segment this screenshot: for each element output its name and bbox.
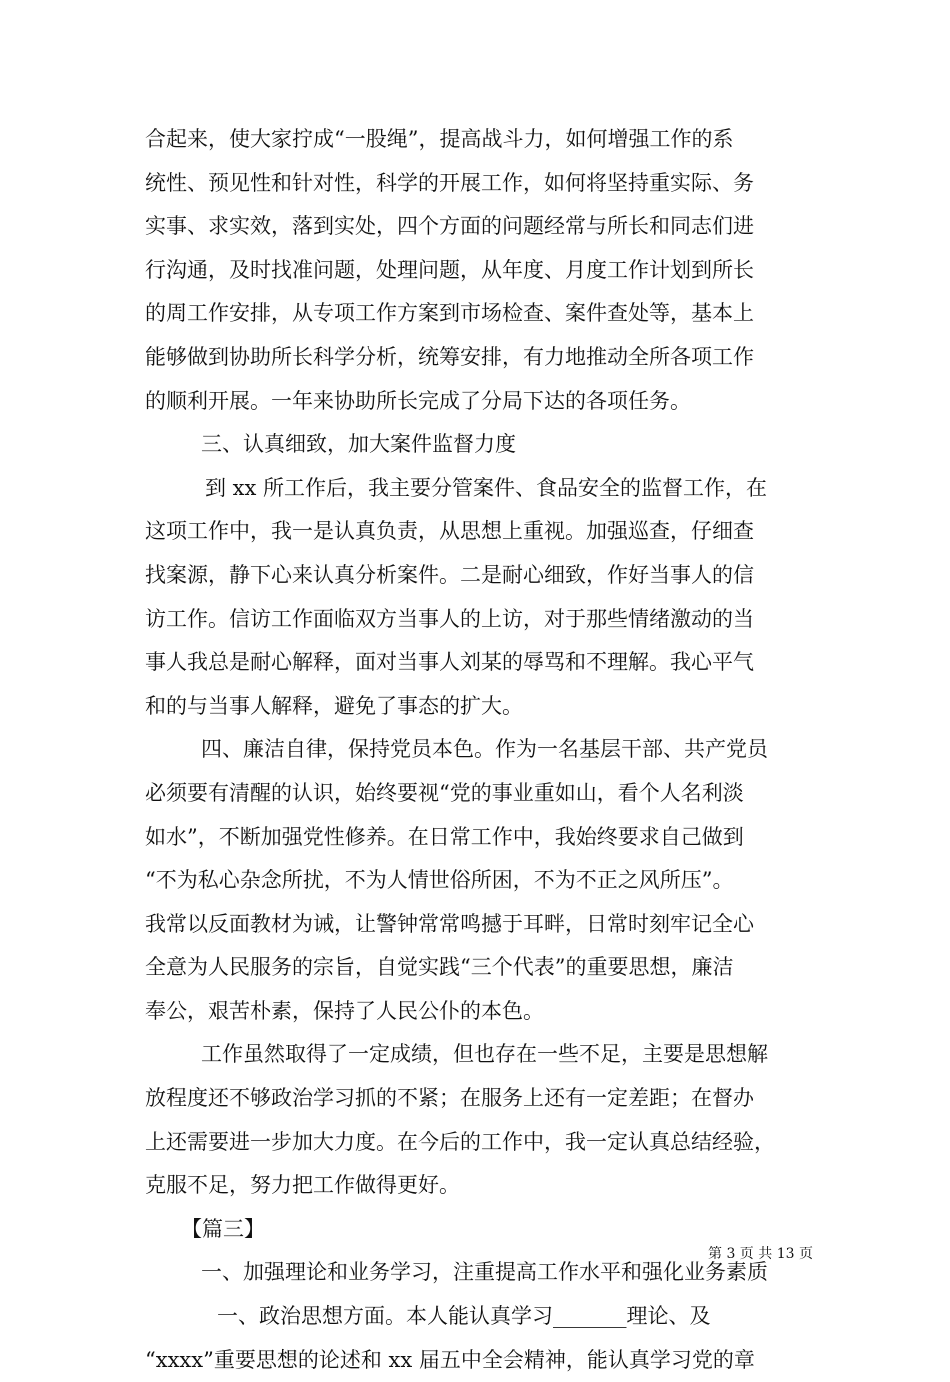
text-line: 合起来，使大家拧成“一股绳”，提高战斗力，如何增强工作的系 xyxy=(145,127,734,151)
text-line: 上还需要进一步加大力度。在今后的工作中，我一定认真总结经验， xyxy=(145,1129,775,1154)
text-line: “xxxx”重要思想的论述和 xx 届五中全会精神，能认真学习党的章 xyxy=(145,1347,755,1372)
text-line: 克服不足，努力把工作做得更好。 xyxy=(145,1173,460,1198)
section-heading: 三、认真细致，加大案件监督力度 xyxy=(201,432,516,457)
page-number: 第 3 页 共 13 页 xyxy=(708,1246,813,1262)
text-line: 放程度还不够政治学习抓的不紧；在服务上还有一定差距；在督办 xyxy=(145,1086,754,1111)
text-line: 工作虽然取得了一定成绩，但也存在一些不足，主要是思想解 xyxy=(201,1042,768,1067)
text-line: 实事、求实效，落到实处，四个方面的问题经常与所长和同志们进 xyxy=(145,214,754,239)
text-line: 全意为人民服务的宗旨，自觉实践“三个代表”的重要思想，廉洁 xyxy=(145,955,734,980)
text-line: 的周工作安排，从专项工作方案到市场检查、案件查处等，基本上 xyxy=(145,301,754,326)
section-heading: 一、加强理论和业务学习，注重提高工作水平和强化业务素质 xyxy=(201,1260,768,1285)
text-line: 一、政治思想方面。本人能认真学习_______理论、及 xyxy=(217,1304,711,1329)
text-line: 奉公，艰苦朴素，保持了人民公仆的本色。 xyxy=(145,998,544,1023)
text-line: 我常以反面教材为诫，让警钟常常鸣撼于耳畔，日常时刻牢记全心 xyxy=(145,911,754,936)
text-line: 四、廉洁自律，保持党员本色。作为一名基层干部、共产党员 xyxy=(201,737,768,762)
chapter-heading: 【篇三】 xyxy=(181,1216,265,1241)
text-line: 和的与当事人解释，避免了事态的扩大。 xyxy=(145,693,523,718)
text-line: 必须要有清醒的认识，始终要视“党的事业重如山，看个人名利淡 xyxy=(145,780,744,805)
text-line: 到 xx 所工作后，我主要分管案件、食品安全的监督工作，在 xyxy=(205,475,768,500)
text-line: 这项工作中，我一是认真负责，从思想上重视。加强巡查，仔细查 xyxy=(145,519,754,544)
text-line: 能够做到协助所长科学分析，统筹安排，有力地推动全所各项工作 xyxy=(145,344,754,369)
text-line: 找案源，静下心来认真分析案件。二是耐心细致，作好当事人的信 xyxy=(145,562,754,587)
document-body xyxy=(145,118,815,1382)
text-line: 的顺利开展。一年来协助所长完成了分局下达的各项任务。 xyxy=(145,388,691,413)
text-line: 行沟通，及时找准问题，处理问题，从年度、月度工作计划到所长 xyxy=(145,257,754,282)
text-line: “不为私心杂念所扰，不为人情世俗所困，不为不正之风所压”。 xyxy=(145,868,734,893)
text-line: 统性、预见性和针对性，科学的开展工作，如何将坚持重实际、务 xyxy=(145,170,754,195)
text-line: 事人我总是耐心解释，面对当事人刘某的辱骂和不理解。我心平气 xyxy=(145,650,754,675)
text-line: 如水”，不断加强党性修养。在日常工作中，我始终要求自己做到 xyxy=(145,824,744,849)
text-line: 访工作。信访工作面临双方当事人的上访，对于那些情绪激动的当 xyxy=(145,606,754,631)
